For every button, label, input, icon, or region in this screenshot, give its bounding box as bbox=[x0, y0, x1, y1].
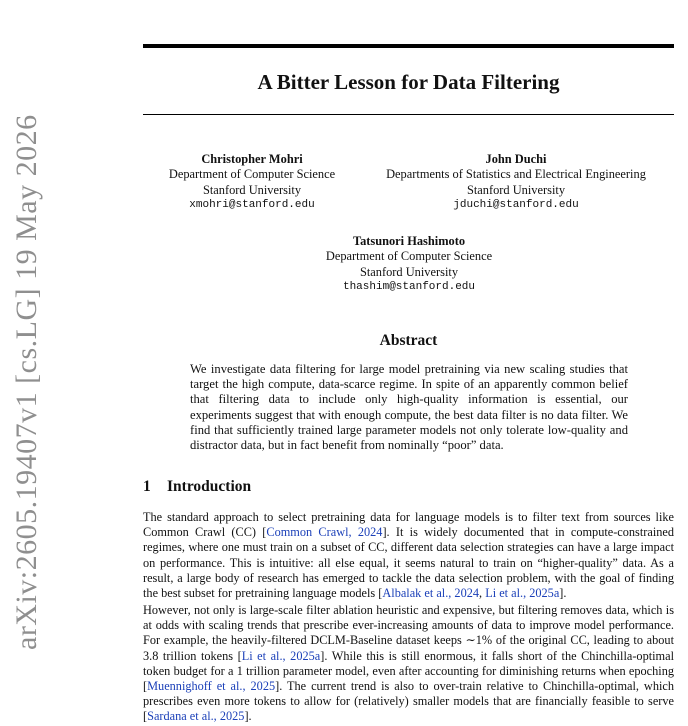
citation-link[interactable]: Muennighoff et al., 2025 bbox=[147, 679, 276, 694]
paragraph-text: ]. bbox=[244, 709, 252, 724]
citation-link[interactable]: Li et al., 2025a bbox=[485, 586, 560, 601]
author-block-3 bbox=[300, 234, 518, 296]
section-number: 1 bbox=[143, 478, 151, 495]
paper-title: A Bitter Lesson for Data Filtering bbox=[257, 70, 560, 94]
title-top-rule bbox=[143, 44, 674, 48]
author-email: thashim@stanford.edu bbox=[342, 281, 476, 294]
paragraph-text: The standard approach to select pretraining data for language models is to filter text from sources like Common Crawl (CC) [ bbox=[143, 510, 674, 540]
citation-link[interactable]: Li et al., 2025a bbox=[241, 648, 321, 663]
title-bottom-rule bbox=[143, 114, 674, 115]
author-name: Christopher Mohri bbox=[201, 152, 303, 166]
paragraph-text: However, not only is large-scale filter ablation heuristic and expensive, but filtering removes data, which is at odds with scaling trends that prescribe ever-increasing amounts of data to improve model performance. For example, the heavily-filtered DCLM-Baseline dataset keeps ∼1% of the original CC, leading to about 3.8 trillion tokens [ bbox=[143, 603, 674, 663]
paragraph-text: ]. It is widely documented that in compute-constrained regimes, where one must train on a subset of CC, different data selection strategies can have a large impact on performance. This is intuitive: all else equal, it seems natural to train on “higher-quality” data. As a result, a large body of research has emerged to tackle the data selection problem, with the goal of finding the best subset for pretraining language models [ bbox=[143, 525, 674, 601]
author-university: Stanford University bbox=[359, 264, 459, 279]
author-email: jduchi@stanford.edu bbox=[453, 199, 579, 212]
author-department: Department of Computer Science bbox=[168, 167, 336, 182]
author-name: Tatsunori Hashimoto bbox=[352, 234, 466, 248]
paragraph-text: , bbox=[479, 586, 486, 601]
abstract-heading: Abstract bbox=[379, 332, 438, 349]
author-block-2 bbox=[368, 152, 664, 214]
author-block-1 bbox=[152, 152, 352, 214]
paragraph-text: ]. The current trend is also to over-train relative to Chinchilla-optimal, which prescribes even more tokens to allow for (relatively) smaller models that are financially feasible to serve [ bbox=[143, 679, 674, 724]
abstract-body: We investigate data filtering for large model pretraining via new scaling studies that target the high compute, data-scarce regime. In spite of an apparently common belief that filtering data to include only high-quality information is essential, our experiments suggest that with enough compute, the best data filter is no data filter. We find that sufficiently trained large parameter models not only tolerate low-quality and distractor data, but in fact benefit from nominally “poor” data. bbox=[190, 362, 628, 453]
author-name: John Duchi bbox=[485, 152, 547, 166]
section-heading bbox=[143, 478, 251, 496]
citation-link[interactable]: Sardana et al., 2025 bbox=[147, 709, 245, 724]
paragraph-text: ]. While this is still enormous, it falls short of the Chinchilla-optimal token budget for a 1 trillion parameter model, even after accounting for diminishing returns when epoching [ bbox=[143, 648, 674, 694]
section-title: Introduction bbox=[167, 478, 252, 495]
citation-link[interactable]: Albalak et al., 2024 bbox=[382, 586, 480, 601]
intro-paragraph-2 bbox=[143, 603, 674, 725]
intro-paragraph-1 bbox=[143, 510, 674, 601]
author-university: Stanford University bbox=[466, 182, 566, 197]
author-department: Department of Computer Science bbox=[325, 249, 493, 264]
citation-link[interactable]: Common Crawl, 2024 bbox=[266, 525, 383, 540]
author-university: Stanford University bbox=[202, 182, 302, 197]
author-department: Departments of Statistics and Electrical Engineering bbox=[386, 167, 646, 182]
author-email: xmohri@stanford.edu bbox=[189, 199, 315, 212]
paragraph-text: ]. bbox=[559, 586, 567, 601]
arxiv-identifier: arXiv:2605.19407v1 [cs.LG] 19 May 2026 bbox=[10, 114, 43, 650]
